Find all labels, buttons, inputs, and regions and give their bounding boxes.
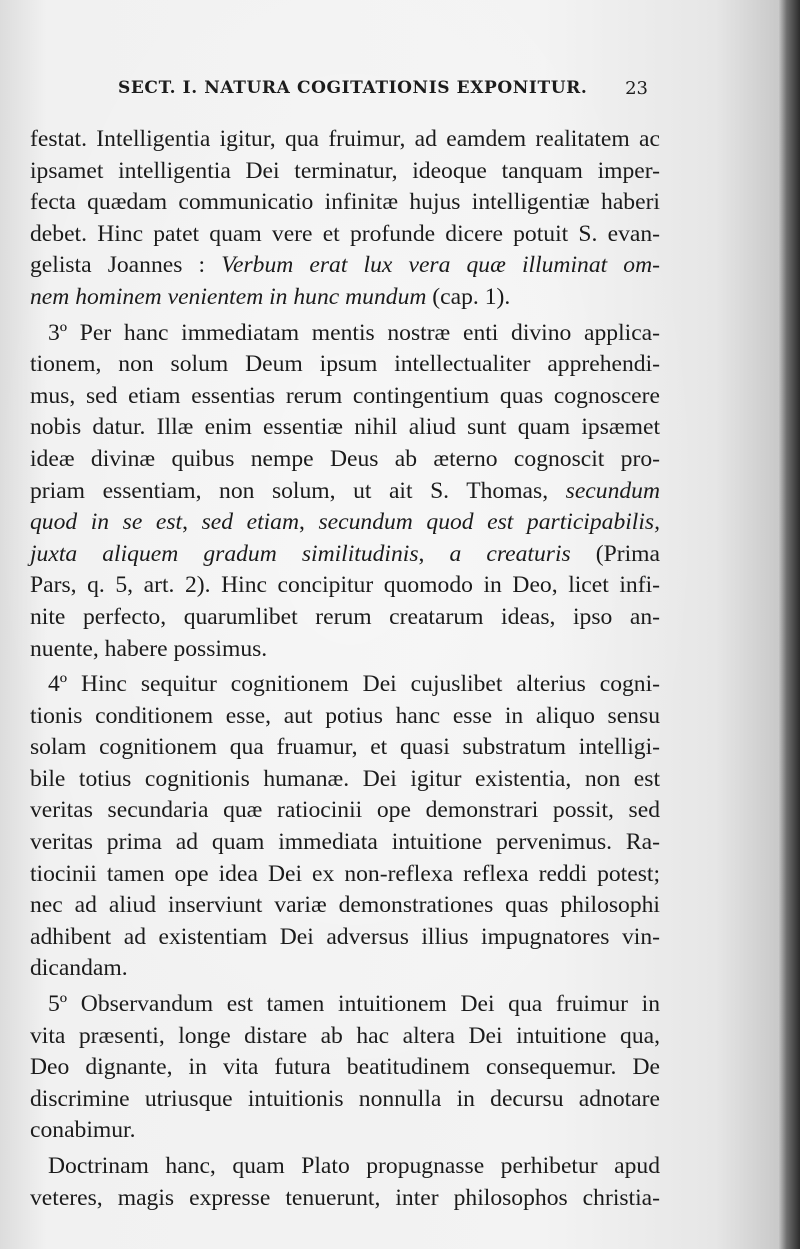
italic-quote: sed etiam xyxy=(201,509,300,536)
italic-quote: a creaturis xyxy=(449,540,571,567)
page-header xyxy=(118,74,648,102)
book-spine-shadow xyxy=(778,0,800,1249)
text-line: veritas prima ad quam immediata intuitione pervenimus. Ra- xyxy=(30,829,660,856)
text-line: adhibent ad existentiam Dei adversus illius impugnatores vin- xyxy=(30,923,660,950)
text-line: tionis conditionem esse, aut potius hanc esse in aliquo sensu xyxy=(30,702,660,729)
text-line: veritas secundaria quæ ratiocinii ope demonstrari possit, sed xyxy=(30,797,660,824)
text-line: 4º Hinc sequitur cognitionem Dei cujuslibet alterius cogni- xyxy=(48,671,660,698)
text-line: debet. Hinc patet quam vere et profunde dicere potuit S. evan- xyxy=(30,220,660,247)
text-line: ideæ divinæ quibus nempe Deus ab æterno cognoscit pro- xyxy=(30,445,660,472)
italic-quote: nem hominem venientem in hunc mundum xyxy=(30,283,427,310)
text-line: tionem, non solum Deum ipsum intellectualiter apprehendi- xyxy=(30,351,660,378)
italic-quote: juxta aliquem gradum similitudinis xyxy=(30,540,419,567)
text-line: Pars, q. 5, art. 2). Hinc concipitur quomodo in Deo, licet infi- xyxy=(30,572,660,599)
text-line: festat. Intelligentia igitur, qua fruimur, ad eamdem realitatem ac xyxy=(30,126,660,152)
running-title: SECT. I. NATURA COGITATIONIS EXPONITUR. xyxy=(118,78,588,98)
page-number: 23 xyxy=(625,78,648,99)
text-line: 5º Observandum est tamen intuitionem Dei qua fruimur in xyxy=(48,991,660,1018)
text-line: Deo dignante, in vita futura beatitudinem consequemur. De xyxy=(30,1054,660,1081)
text-line: conabimur. xyxy=(30,1117,136,1144)
text-line: tiocinii tamen ope idea Dei ex non-reflexa reflexa reddi potest; xyxy=(30,860,660,887)
text-line: nite perfecto, quarumlibet rerum creatarum ideas, ipso an- xyxy=(30,603,660,630)
text-line: nem hominem venientem in hunc mundum (cap. 1). xyxy=(30,283,511,310)
body-text xyxy=(30,124,660,1214)
text-line: solam cognitionem qua fruamur, et quasi substratum intelligi- xyxy=(30,734,660,761)
text-line: juxta aliquem gradum similitudinis, a creaturis (Prima xyxy=(30,540,660,567)
text-line: 3º Per hanc immediatam mentis nostræ enti divino applica- xyxy=(48,319,660,346)
italic-quote: Verbum erat lux vera quæ illuminat om- xyxy=(221,252,660,279)
text-line: nobis datur. Illæ enim essentiæ nihil aliud sunt quam ipsæmet xyxy=(30,414,660,441)
italic-quote: secundum xyxy=(565,477,660,504)
text-line: bile totius cognitionis humanæ. Dei igitur existentia, non est xyxy=(30,765,660,792)
text-line: nuente, habere possimus. xyxy=(30,635,268,662)
text-line: ipsamet intelligentia Dei terminatur, ideoque tanquam imper- xyxy=(30,157,660,184)
text-line: dicandam. xyxy=(30,955,128,982)
text-line: gelista Joannes : Verbum erat lux vera quæ illuminat om- xyxy=(30,252,660,279)
text-line: quod in se est, sed etiam, secundum quod est participabilis, xyxy=(30,509,660,536)
italic-quote: quod in se est xyxy=(30,509,183,536)
text-line: veteres, magis expresse tenuerunt, inter philosophos christia- xyxy=(30,1184,660,1211)
text-line: nec ad aliud inserviunt variæ demonstrationes quas philosophi xyxy=(30,892,660,919)
text-line: fecta quædam communicatio infinitæ hujus intelligentiæ haberi xyxy=(30,189,660,216)
text-line: mus, sed etiam essentias rerum contingentium quas cognoscere xyxy=(30,382,660,409)
text-line: Doctrinam hanc, quam Plato propugnasse perhibetur apud xyxy=(48,1153,660,1179)
text-line: priam essentiam, non solum, ut ait S. Thomas, secundum xyxy=(30,477,660,504)
italic-quote: secundum quod est participabilis, xyxy=(318,509,660,536)
text-line: discrimine utriusque intuitionis nonnulla in decursu adnotare xyxy=(30,1085,660,1112)
text-line: vita præsenti, longe distare ab hac altera Dei intuitione qua, xyxy=(30,1022,660,1049)
